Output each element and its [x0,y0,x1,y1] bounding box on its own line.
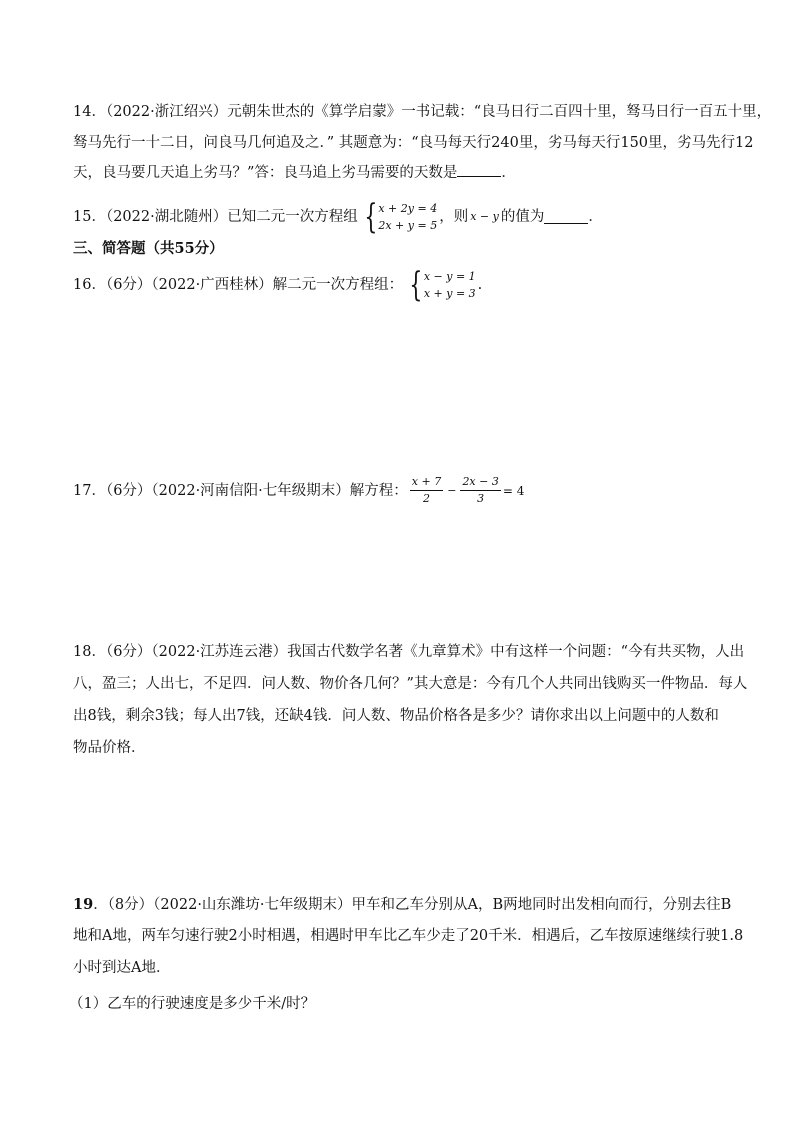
q17-line [73,474,524,507]
q16-eq2: x + y = 3 [423,287,476,300]
q18-line1: 18．（6分）（2022·江苏连云港）我国古代数学名著《九章算术》中有这样一个问题：“今有共买物，人出 [73,644,745,660]
left-brace-icon: { [409,265,423,305]
q15-end: ． [588,209,603,225]
q17-operator: − [447,483,457,497]
answer-blank [544,210,588,224]
q19-line1-text: ．（8分）（2022·山东潍坊·七年级期末）甲车和乙车分别从A，B两地同时出发相向而行，分别去往B [93,897,732,913]
q17-fraction-2 [460,474,500,507]
q14-line1: 14．（2022·浙江绍兴）元朝朱世杰的《算学启蒙》一书记载：“良马日行二百四十里，驽马日行一百五十里， [73,104,772,120]
q19-line3: 小时到达A地． [73,960,171,976]
q15-expression: x − y [470,210,499,223]
q17-denominator-2: 3 [477,492,485,505]
q19-number: 19 [73,896,94,913]
q14-line2: 驽马先行一十二日，问良马几何追及之．” 其题意为：“良马每天行240里，劣马每天行150里，劣马先行12 [73,135,754,151]
q19-line1 [73,895,731,915]
left-brace-icon: { [364,197,378,237]
q19-subquestion-1: （1）乙车的行驶速度是多少千米/时？ [69,996,316,1012]
q15-equation-system [360,197,438,237]
q15-eq1: x + 2y = 4 [378,202,438,215]
q18-line2: 八，盈三；人出七，不足四．问人数、物价各几何？”其大意是：今有几个人共同出钱购买一件物品．每人 [73,676,748,692]
q14-end: ． [501,165,516,181]
answer-blank [457,163,501,177]
q14-line3 [73,163,516,183]
section-heading: 三、简答题（共55分） [73,240,224,257]
q16-equation-system [405,265,476,305]
q17-rhs: = 4 [502,483,525,498]
q16-line [73,265,483,305]
q17-denominator-1: 2 [423,492,430,505]
q14-line3-text: 天，良马要几天追上劣马？”答：良马追上劣马需要的天数是 [73,165,458,181]
q17-fraction-1 [410,474,443,507]
q17-prefix: 17．（6分）（2022·河南信阳·七年级期末）解方程： [73,482,408,499]
q16-prefix: 16．（6分）（2022·广西桂林）解二元一次方程组： [73,277,404,293]
q15-eq2: 2x + y = 5 [378,219,438,232]
q15-line [73,197,603,237]
q19-line2: 地和A地，两车匀速行驶2小时相遇，相遇时甲车比乙车少走了20千米．相遇后，乙车按原速继续行驶1.8 [73,928,744,944]
q18-line4: 物品价格． [73,740,146,756]
q17-numerator-1: x + 7 [410,474,443,491]
q16-eq1: x − y = 1 [423,270,476,283]
q15-post: 的值为 [500,209,545,225]
q15-mid: ，则 [439,209,469,225]
q18-line3: 出8钱，剩余3钱；每人出7钱，还缺4钱．问人数、物品价格各是多少？请你求出以上问题中的人数和 [73,708,719,724]
q16-end: . [477,277,483,293]
q17-numerator-2: 2x − 3 [460,474,500,491]
q15-prefix: 15．（2022·湖北随州）已知二元一次方程组 [73,209,358,225]
